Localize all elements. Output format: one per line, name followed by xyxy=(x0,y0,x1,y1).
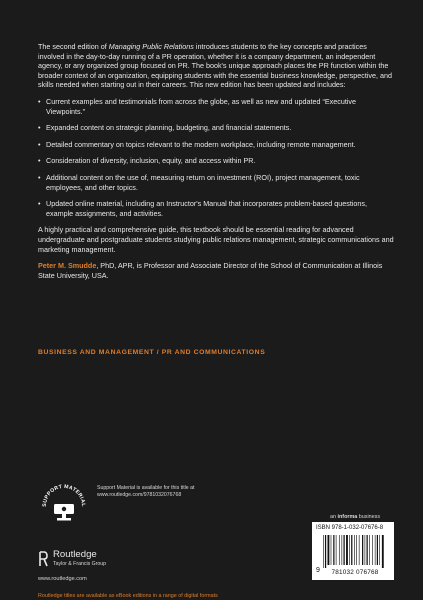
informa-name: informa xyxy=(337,514,358,520)
barcode-bar xyxy=(343,535,344,565)
feature-list xyxy=(38,97,394,218)
author-bio xyxy=(38,261,394,280)
isbn-label: ISBN 978-1-032-07676-8 xyxy=(316,525,384,531)
subject-category: BUSINESS AND MANAGEMENT / PR AND COMMUNICATIONS xyxy=(38,349,266,356)
author-bio-text: , PhD, APR, is Professor and Associate Director of the School of Communication at Illinois State University, USA. xyxy=(38,261,383,280)
barcode-bar xyxy=(379,535,380,565)
barcode-bar xyxy=(349,535,350,565)
barcode xyxy=(312,522,394,580)
barcode-bar xyxy=(375,535,376,565)
publisher-name: Routledge xyxy=(53,549,97,560)
feature-item: • Additional content on the use of, measuring return on investment (ROI), project management, toxic employees, and other topics. xyxy=(38,173,394,192)
barcode-bar xyxy=(333,535,334,565)
blurb xyxy=(38,42,394,287)
barcode-bar xyxy=(372,535,373,565)
publisher-url[interactable]: www.routledge.com xyxy=(38,576,87,582)
barcode-bar xyxy=(382,535,384,568)
barcode-bar xyxy=(351,535,352,565)
ebook-note: Routledge titles are available as eBook editions in a range of digital formats xyxy=(38,593,218,599)
intro-paragraph xyxy=(38,42,394,90)
routledge-logo-icon xyxy=(38,550,49,568)
support-line: Support Material is available for this title at xyxy=(97,485,195,491)
barcode-bar xyxy=(336,535,337,565)
barcode-bars xyxy=(323,535,387,568)
closing-paragraph: A highly practical and comprehensive guide, this textbook should be essential reading for advanced undergraduate and postgraduate students studying public relations management, strategic communications and marketing management. xyxy=(38,225,394,254)
author-name: Peter M. Smudde xyxy=(38,261,97,271)
barcode-digits: 781032 076768 xyxy=(331,569,379,576)
barcode-bar xyxy=(365,535,366,565)
intro-text-rest: introduces students to the key concepts and practices involved in the day-to-day running of a PR operation, whether it is a company department, an independent agency, or any organized group focused on PR. The book's unique approach places the PR function within the broader context of an organization, equipping students with the essential business knowledge, perspective, and skills needed when starting out in their careers. This new edition has been updated and includes: xyxy=(38,42,393,90)
barcode-bar xyxy=(359,535,360,565)
barcode-bar xyxy=(339,535,340,565)
barcode-bar xyxy=(323,535,324,568)
support-material-note xyxy=(97,485,194,500)
barcode-bar xyxy=(369,535,370,565)
feature-item: • Consideration of diversity, inclusion, equity, and access within PR. xyxy=(38,156,394,166)
book-title: Managing Public Relations xyxy=(108,42,194,51)
barcode-bar xyxy=(354,535,355,565)
barcode-lead-digit: 9 xyxy=(316,567,320,574)
barcode-bar xyxy=(356,535,357,565)
svg-text:SUPPORT MATERIAL: SUPPORT MATERIAL xyxy=(41,483,87,507)
informa-prefix: an xyxy=(330,514,338,520)
support-url[interactable]: www.routledge.com/9781032076768 xyxy=(97,492,182,499)
informa-suffix: business xyxy=(357,514,381,520)
barcode-bar xyxy=(367,535,368,565)
barcode-bar xyxy=(377,535,378,565)
intro-text-start: The second edition of xyxy=(38,42,109,51)
feature-item: • Expanded content on strategic planning, budgeting, and financial statements. xyxy=(38,123,394,133)
informa-business xyxy=(330,514,380,520)
feature-item: • Updated online material, including an Instructor's Manual that incorporates problem-based questions, example assignments, and activities. xyxy=(38,199,394,218)
barcode-bar xyxy=(328,535,330,565)
barcode-bar xyxy=(342,535,343,565)
publisher-group: Taylor & Francis Group xyxy=(53,561,107,567)
barcode-bar xyxy=(331,535,332,565)
feature-item: • Detailed commentary on topics relevant to the modern workplace, including remote management. xyxy=(38,140,394,150)
support-material-icon xyxy=(38,480,90,532)
feature-item: • Current examples and testimonials from across the globe, as well as new and updated “Executive Viewpoints.” xyxy=(38,97,394,116)
barcode-bar xyxy=(325,535,326,568)
barcode-bar xyxy=(362,535,363,565)
barcode-bar xyxy=(346,535,348,565)
